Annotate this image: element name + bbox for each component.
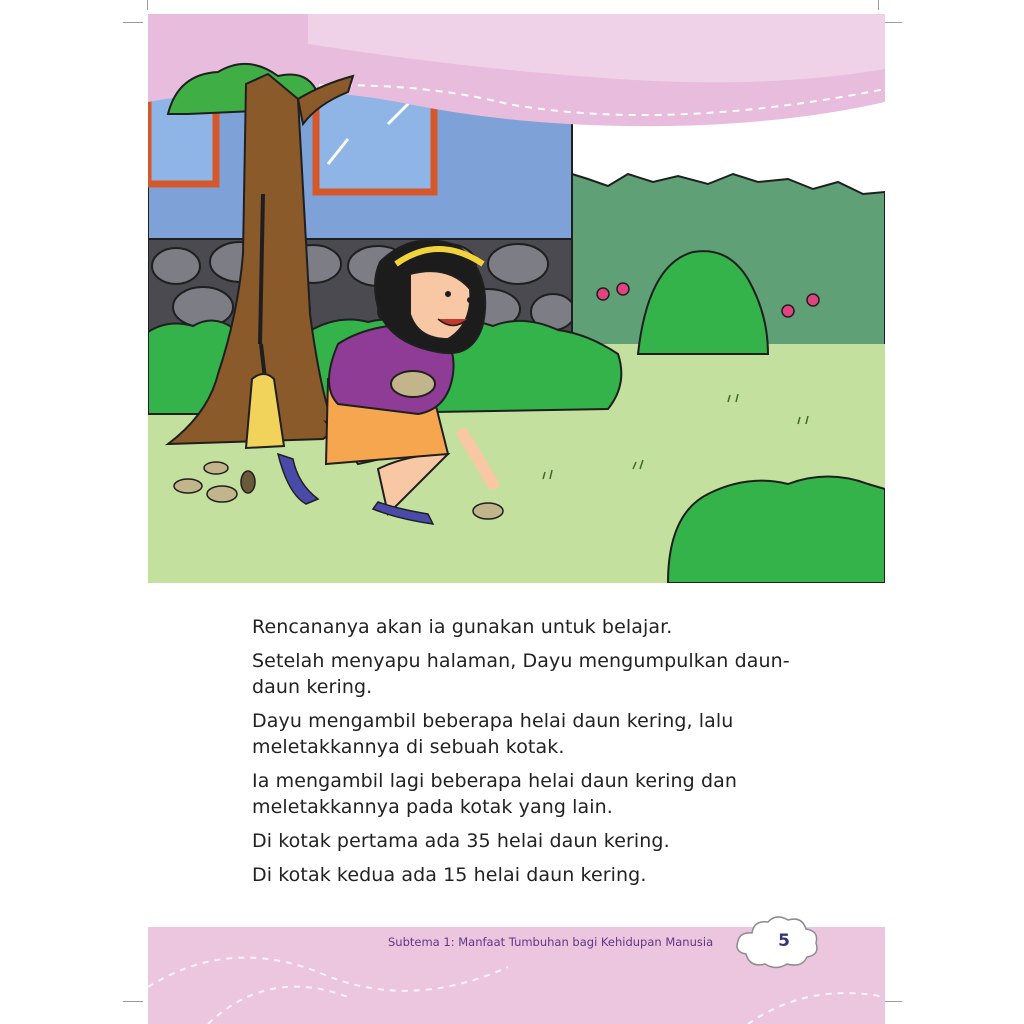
page-number: 5 [778, 931, 790, 951]
crop-mark [878, 0, 879, 10]
crop-mark [147, 0, 148, 10]
story-text [252, 614, 852, 896]
story-paragraph: Rencananya akan ia gunakan untuk belajar. [252, 616, 673, 638]
story-paragraph: Di kotak kedua ada 15 helai daun kering. [252, 864, 647, 886]
story-paragraph: Setelah menyapu halaman, Dayu mengumpulkan daun-daun kering. [252, 650, 790, 698]
subtheme-caption: Subtema 1: Manfaat Tumbuhan bagi Kehidupan Manusia [388, 935, 714, 949]
crop-mark [884, 1001, 902, 1002]
story-paragraph: Ia mengambil lagi beberapa helai daun kering dan meletakkannya pada kotak yang lain. [252, 770, 737, 818]
story-illustration [148, 14, 885, 583]
story-paragraph: Dayu mengambil beberapa helai daun kering, lalu meletakkannya di sebuah kotak. [252, 710, 734, 758]
story-paragraph: Di kotak pertama ada 35 helai daun kering. [252, 830, 670, 852]
crop-mark [123, 1001, 143, 1002]
crop-mark [884, 22, 902, 23]
crop-mark [123, 22, 143, 23]
